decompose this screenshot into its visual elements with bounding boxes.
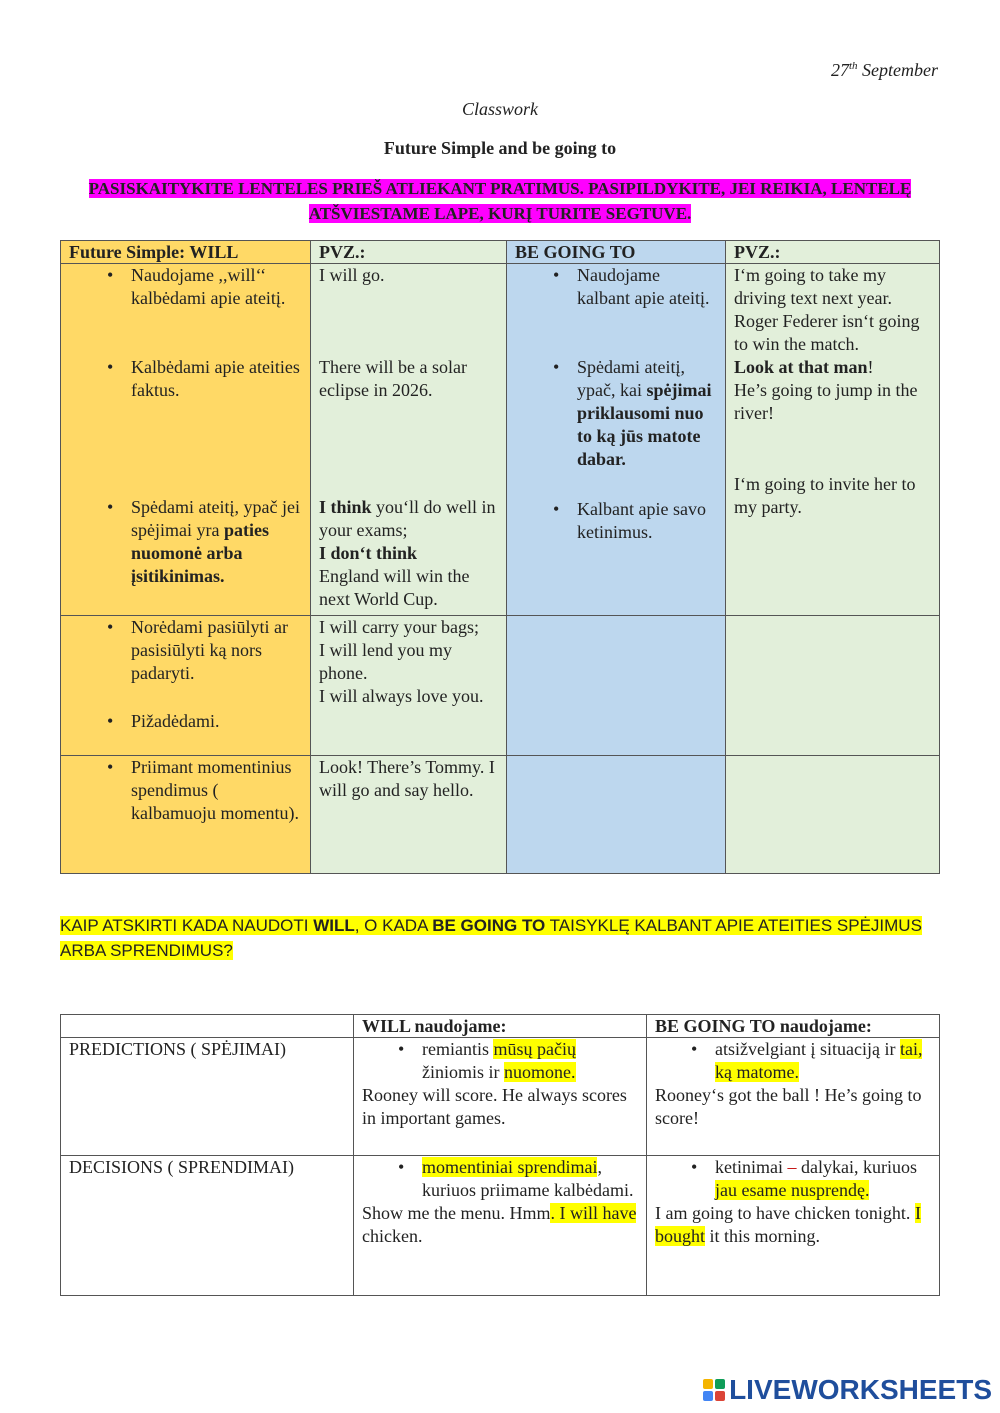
will-cell bbox=[354, 1156, 647, 1296]
instruction-banner: PASISKAITYKITE LENTELES PRIEŠ ATLIEKANT PRATIMUS. PASIPILDYKITE, JEI REIKIA, LENTELĘ ATŠVIESTAME LAPE, KURĮ TURITE SEGTUVE. bbox=[88, 179, 912, 223]
will-uses-cell bbox=[61, 756, 311, 874]
logo-square bbox=[715, 1391, 725, 1401]
going-cell bbox=[647, 1038, 940, 1156]
will-examples-cell bbox=[311, 616, 507, 756]
header-examples-will: PVZ.: bbox=[311, 241, 507, 264]
classwork-label: Classwork bbox=[461, 99, 539, 119]
going-examples-cell bbox=[726, 264, 940, 616]
list-item: • Naudojame kalbant apie ateitį. bbox=[515, 264, 717, 356]
example-text: I am going to have chicken tonight. I bought it this morning. bbox=[655, 1203, 921, 1246]
example-text: Show me the menu. Hmm. I will have chicken. bbox=[362, 1203, 637, 1246]
example-text: I‘m going to take my driving text next year. bbox=[734, 265, 892, 308]
list-item: • Kalbėdami apie ateities faktus. bbox=[69, 356, 302, 496]
will-examples-cell bbox=[311, 264, 507, 616]
comparison-table bbox=[60, 1014, 940, 1296]
empty-cell bbox=[507, 616, 726, 756]
date: 27th September bbox=[830, 60, 938, 80]
header-will: Future Simple: WILL bbox=[61, 241, 311, 264]
list-item: • Priimant momentinius spendimus ( kalbamuoju momentu). bbox=[69, 756, 302, 825]
list-item: • Kalbant apie savo ketinimus. bbox=[515, 498, 717, 544]
will-cell bbox=[354, 1038, 647, 1156]
header-empty bbox=[61, 1015, 354, 1038]
list-item: • Naudojame ,,will‘‘ kalbėdami apie ateitį. bbox=[69, 264, 302, 356]
row-label: PREDICTIONS ( SPĖJIMAI) bbox=[61, 1038, 354, 1156]
table-row bbox=[61, 616, 940, 756]
grammar-table-header bbox=[61, 241, 940, 264]
list-item: • atsižvelgiant į situaciją ir tai, ką matome. bbox=[655, 1038, 931, 1084]
example-text: Rooney will score. He always scores in important games. bbox=[362, 1085, 627, 1128]
table-row bbox=[61, 264, 940, 616]
list-item: • Spėdami ateitį, ypač jei spėjimai yra paties nuomonė arba įsitikinimas. bbox=[69, 496, 302, 588]
list-item: • Norėdami pasiūlyti ar pasisiūlyti ką nors padaryti. bbox=[69, 616, 302, 710]
example-text: Roger Federer isn‘t going to win the match. bbox=[734, 311, 920, 354]
example-text: Rooney‘s got the ball ! He’s going to score! bbox=[655, 1085, 922, 1128]
example-text: I think you‘ll do well in your exams; I don‘t think England will win the next World Cup. bbox=[319, 497, 496, 609]
going-cell bbox=[647, 1156, 940, 1296]
logo-square bbox=[715, 1379, 725, 1389]
table-row bbox=[61, 1038, 940, 1156]
comparison-table-header bbox=[61, 1015, 940, 1038]
empty-cell bbox=[507, 756, 726, 874]
list-item: • momentiniai sprendimai, kuriuos priimame kalbėdami. bbox=[362, 1156, 638, 1202]
empty-cell bbox=[726, 616, 940, 756]
list-item: • ketinimai – dalykai, kuriuos jau esame nusprendę. bbox=[655, 1156, 931, 1202]
table-row bbox=[61, 756, 940, 874]
logo-text: LIVEWORKSHEETS bbox=[729, 1374, 992, 1405]
header-examples-going: PVZ.: bbox=[726, 241, 940, 264]
logo-square bbox=[703, 1391, 713, 1401]
will-examples-cell bbox=[311, 756, 507, 874]
will-uses-cell bbox=[61, 264, 311, 616]
example-text: I will lend you my phone. bbox=[319, 640, 452, 683]
page-title: Future Simple and be going to bbox=[383, 138, 617, 158]
example-text: I‘m going to invite her to my party. bbox=[734, 474, 916, 517]
header-going: BE GOING TO bbox=[507, 241, 726, 264]
logo-icon bbox=[703, 1379, 725, 1401]
list-item: • Spėdami ateitį, ypač, kai spėjimai priklausomi nuo to ką jūs matote dabar. bbox=[515, 356, 717, 498]
example-text: I will go. bbox=[319, 265, 385, 285]
list-item: • remiantis mūsų pačių žiniomis ir nuomone. bbox=[362, 1038, 638, 1084]
list-item: • Pižadėdami. bbox=[69, 710, 302, 733]
example-text: Look at that man! bbox=[734, 357, 874, 377]
table-row bbox=[61, 1156, 940, 1296]
example-text: I will always love you. bbox=[319, 686, 484, 706]
example-text: He’s going to jump in the river! bbox=[734, 380, 918, 423]
header-going-use: BE GOING TO naudojame: bbox=[647, 1015, 940, 1038]
empty-cell bbox=[726, 756, 940, 874]
row-label: DECISIONS ( SPRENDIMAI) bbox=[61, 1156, 354, 1296]
liveworksheets-logo bbox=[703, 1374, 992, 1406]
going-uses-cell bbox=[507, 264, 726, 616]
example-text: Look! There’s Tommy. I will go and say hello. bbox=[319, 757, 495, 800]
grammar-table bbox=[60, 240, 940, 874]
question-heading: KAIP ATSKIRTI KADA NAUDOTI WILL, O KADA BE GOING TO TAISYKLĘ KALBANT APIE ATEITIES SPĖJIMUS ARBA SPRENDIMUS? bbox=[60, 916, 922, 960]
header-will-use: WILL naudojame: bbox=[354, 1015, 647, 1038]
example-text: There will be a solar eclipse in 2026. bbox=[319, 357, 467, 400]
will-uses-cell bbox=[61, 616, 311, 756]
logo-square bbox=[703, 1379, 713, 1389]
example-text: I will carry your bags; bbox=[319, 617, 479, 637]
